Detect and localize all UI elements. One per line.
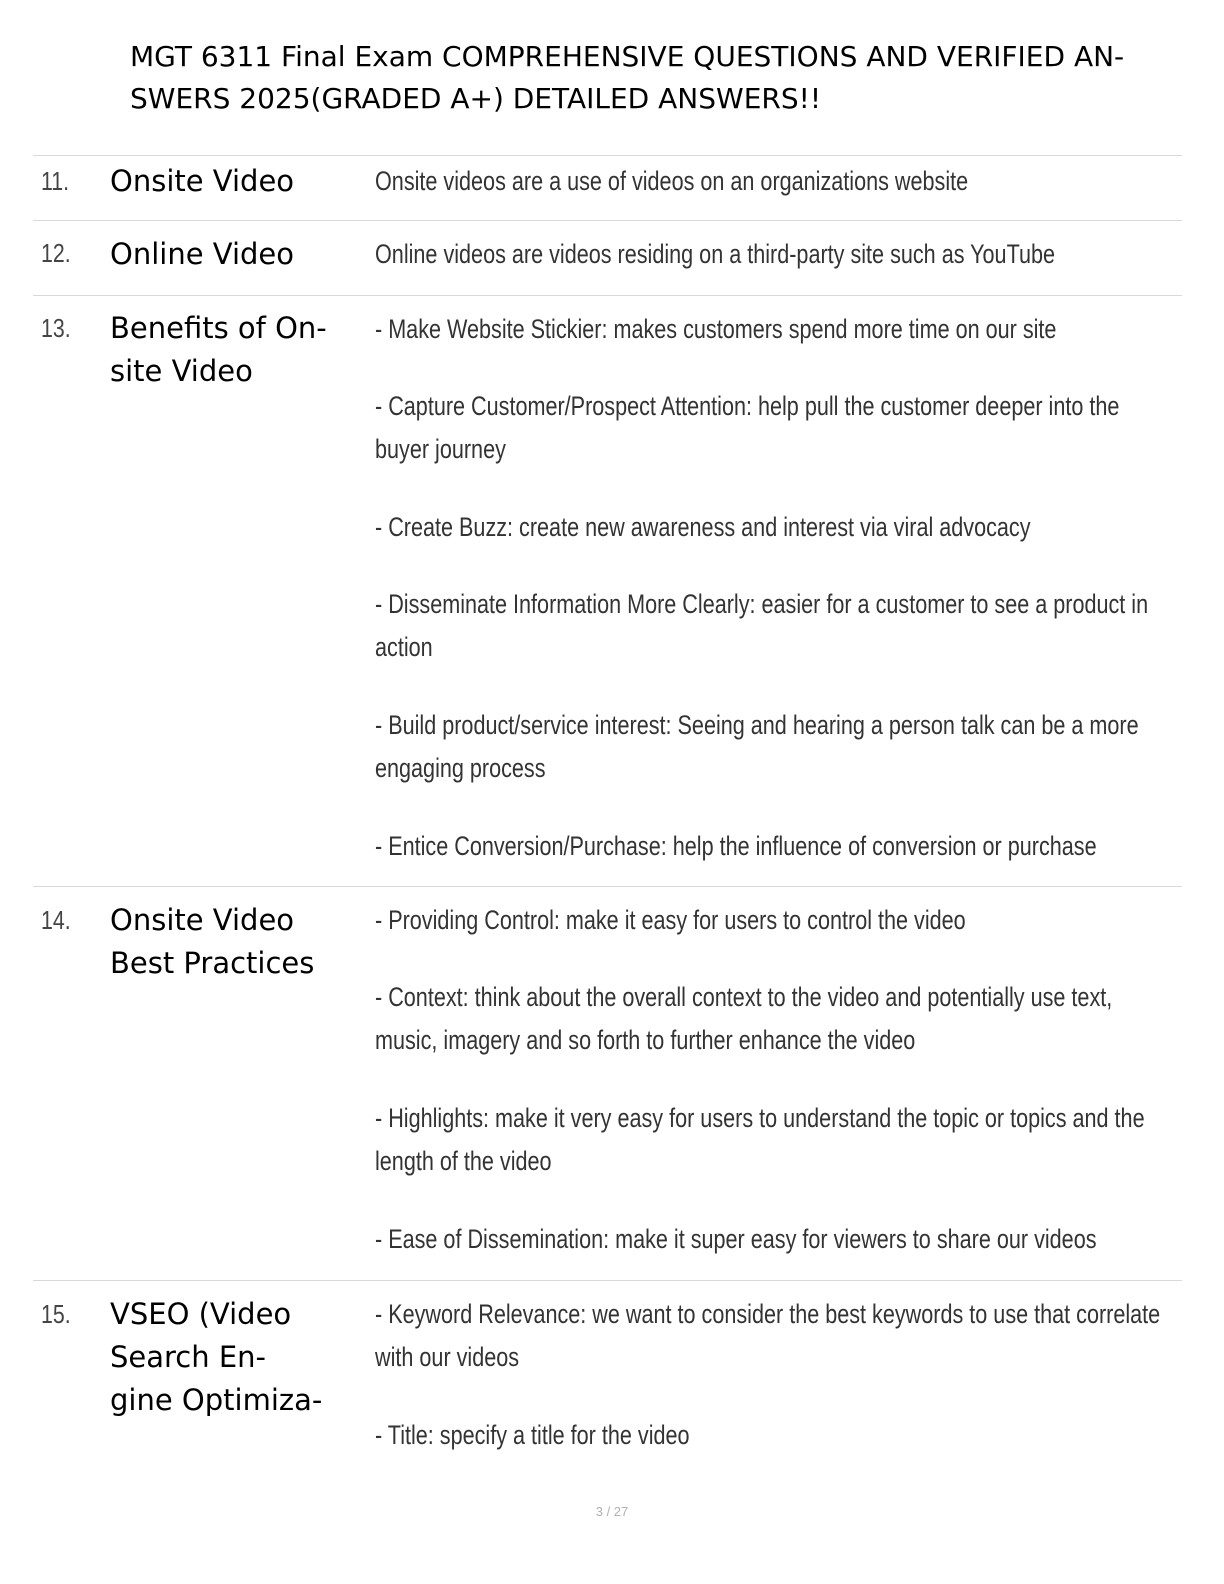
row-term-line: VSEO (Video — [110, 1297, 292, 1331]
table-row — [33, 295, 1182, 886]
definition-line: with our videos — [375, 1342, 520, 1372]
definition-item — [375, 583, 1175, 669]
definition-line: - Ease of Dissemination: make it super easy for viewers to share our videos — [375, 1224, 1097, 1254]
definition-item — [375, 160, 1175, 203]
definition-line: - Context: think about the overall context to the video and potentially use text, — [375, 982, 1113, 1012]
definition-line: Onsite videos are a use of videos on an organizations website — [375, 166, 969, 196]
table-row — [33, 220, 1182, 295]
row-definitions — [375, 233, 1175, 276]
definition-line: - Highlights: make it very easy for users to understand the topic or topics and the — [375, 1103, 1145, 1133]
definition-line: - Providing Control: make it easy for users to control the video — [375, 905, 966, 935]
row-definitions — [375, 160, 1175, 203]
row-term — [110, 233, 350, 276]
row-term-line: Onsite Video — [110, 164, 295, 198]
row-term — [110, 1293, 350, 1422]
definition-line: - Make Website Stickier: makes customers spend more time on our site — [375, 314, 1057, 344]
row-number: 11. — [41, 166, 70, 196]
row-term — [110, 307, 350, 393]
definition-line: engaging process — [375, 753, 546, 783]
definition-line: - Entice Conversion/Purchase: help the influence of conversion or purchase — [375, 831, 1097, 861]
document-title-line-2: SWERS 2025(GRADED A+) DETAILED ANSWERS!! — [130, 82, 822, 115]
row-term — [110, 899, 350, 985]
definition-item — [375, 233, 1175, 276]
definition-line: action — [375, 632, 433, 662]
definition-item — [375, 899, 1175, 942]
definition-item — [375, 1218, 1175, 1261]
row-term — [110, 160, 350, 203]
definition-item — [375, 1097, 1175, 1183]
definition-item — [375, 704, 1175, 790]
row-term-line: site Video — [110, 354, 253, 388]
document-title-line-1: MGT 6311 Final Exam COMPREHENSIVE QUESTIONS AND VERIFIED AN- — [130, 40, 1125, 73]
row-term-line: Search En- — [110, 1340, 267, 1374]
definition-item — [375, 308, 1175, 351]
definition-line: music, imagery and so forth to further enhance the video — [375, 1025, 916, 1055]
row-term-line: Benefits of On- — [110, 311, 327, 345]
document-title — [130, 36, 1190, 120]
definition-line: - Disseminate Information More Clearly: easier for a customer to see a product in — [375, 589, 1149, 619]
row-term-line: gine Optimiza- — [110, 1383, 323, 1417]
row-term-line: Best Practices — [110, 946, 315, 980]
definition-item — [375, 825, 1175, 868]
definition-line: buyer journey — [375, 434, 506, 464]
definition-item — [375, 1293, 1175, 1379]
row-number: 15. — [41, 1299, 71, 1329]
definition-line: - Title: specify a title for the video — [375, 1420, 690, 1450]
table-row — [33, 1280, 1182, 1471]
definition-item — [375, 506, 1175, 549]
row-term-line: Onsite Video — [110, 903, 295, 937]
definition-line: length of the video — [375, 1146, 552, 1176]
definition-line: - Create Buzz: create new awareness and interest via viral advocacy — [375, 512, 1031, 542]
table-row — [33, 155, 1182, 220]
definition-item — [375, 1414, 1175, 1457]
row-number: 14. — [41, 905, 71, 935]
definition-line: - Build product/service interest: Seeing and hearing a person talk can be a more — [375, 710, 1139, 740]
row-number: 13. — [41, 313, 71, 343]
definition-line: - Capture Customer/Prospect Attention: help pull the customer deeper into the — [375, 391, 1120, 421]
definition-line: - Keyword Relevance: we want to consider the best keywords to use that correlate — [375, 1299, 1161, 1329]
qa-table — [33, 155, 1182, 1471]
definition-line: Online videos are videos residing on a third-party site such as YouTube — [375, 239, 1055, 269]
definition-item — [375, 385, 1175, 471]
row-number: 12. — [41, 238, 71, 268]
page-number: 3 / 27 — [595, 1504, 629, 1519]
definition-item — [375, 976, 1175, 1062]
table-row — [33, 886, 1182, 1280]
row-term-line: Online Video — [110, 237, 295, 271]
